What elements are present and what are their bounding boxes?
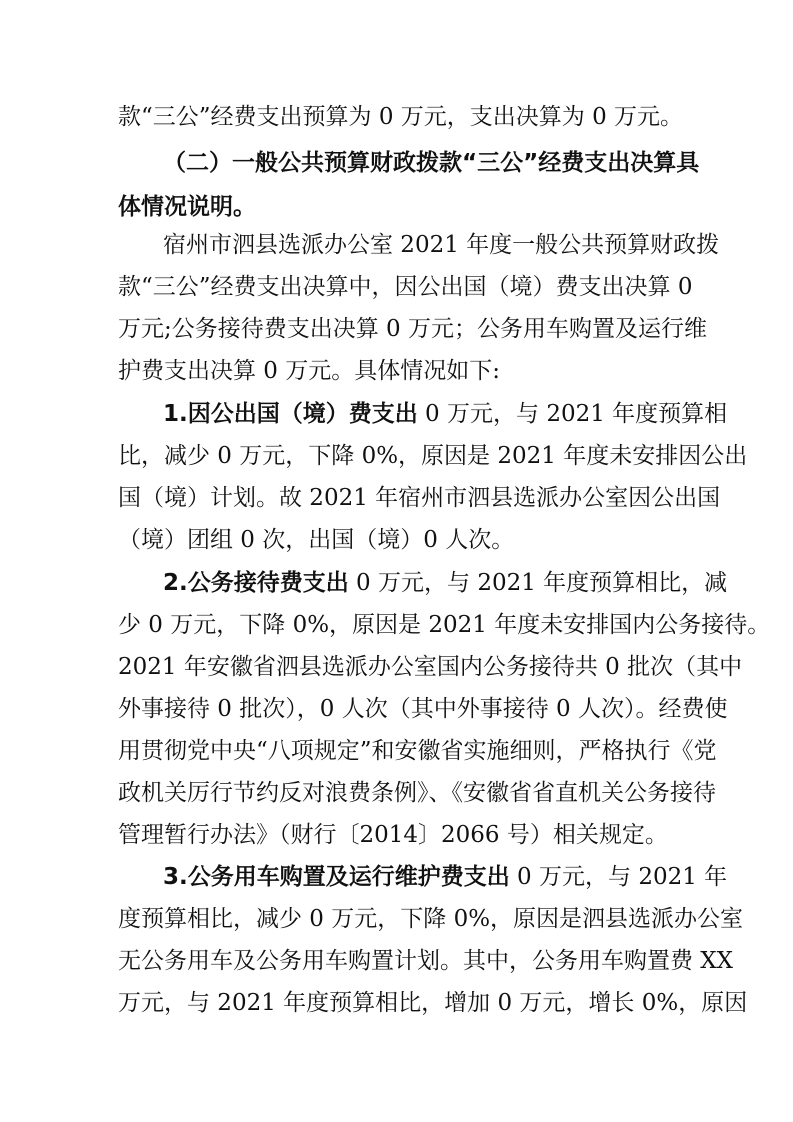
section-heading: 体情况说明。 <box>118 194 256 220</box>
text-line <box>0 689 793 729</box>
item-heading: 2.公务接待费支出 <box>163 570 349 596</box>
text-line <box>0 731 793 771</box>
paragraph-text: （境）团组 0 次，出国（境）0 人次。 <box>118 527 515 553</box>
text-line <box>0 394 793 434</box>
paragraph-text: 度预算相比，减少 0 万元，下降 0%，原因是泗县选派办公室 <box>118 906 744 932</box>
text-line <box>0 857 793 897</box>
paragraph-text: 宿州市泗县选派办公室 2021 年度一般公共预算财政拨 <box>163 232 720 258</box>
paragraph-text: 万元;公务接待费支出决算 0 万元；公务用车购置及运行维 <box>118 316 708 342</box>
paragraph-text: 0 万元，与 2021 年度预算相 <box>417 401 728 427</box>
paragraph-text: 0 万元，与 2021 年度预算相比，减 <box>348 570 728 596</box>
text-line <box>0 941 793 981</box>
text-line <box>0 899 793 939</box>
text-line <box>0 351 793 391</box>
paragraph-text: 万元，与 2021 年度预算相比，增加 0 万元，增长 0%，原因 <box>118 990 748 1016</box>
paragraph-text: 外事接待 0 批次），0 人次（其中外事接待 0 人次）。经费使 <box>118 696 728 722</box>
mixed-run <box>163 857 727 897</box>
text-line <box>0 563 793 603</box>
text-line <box>0 267 793 307</box>
paragraph-text: 无公务用车及公务用车购置计划。其中，公务用车购置费 XX <box>118 948 734 974</box>
text-line <box>0 605 793 645</box>
text-line <box>0 478 793 518</box>
mixed-run <box>163 394 727 434</box>
paragraph-text: 比，减少 0 万元，下降 0%，原因是 2021 年度未安排因公出 <box>118 443 748 469</box>
item-heading: 1.因公出国（境）费支出 <box>163 401 418 427</box>
paragraph-text: 管理暂行办法》（财行〔2014〕2066 号）相关规定。 <box>118 822 668 848</box>
text-line <box>0 225 793 265</box>
item-heading: 3.公务用车购置及运行维护费支出 <box>163 864 510 890</box>
section-heading-line <box>0 143 793 183</box>
text-line <box>0 815 793 855</box>
paragraph-text: 用贯彻党中央“八项规定”和安徽省实施细则，严格执行《党 <box>118 738 717 764</box>
paragraph-text: 款“三公”经费支出决算中，因公出国（境）费支出决算 0 <box>118 274 693 300</box>
text-line <box>0 97 793 137</box>
paragraph-text: 0 万元，与 2021 年 <box>509 864 728 890</box>
text-line <box>0 983 793 1023</box>
paragraph-text: 2021 年安徽省泗县选派办公室国内公务接待共 0 批次（其中 <box>118 654 743 680</box>
paragraph-text: 政机关厉行节约反对浪费条例》、《安徽省省直机关公务接待 <box>118 780 716 806</box>
paragraph-text: 国（境）计划。故 2021 年宿州市泗县选派办公室因公出国 <box>118 485 721 511</box>
section-heading: （二）一般公共预算财政拨款“三公”经费支出决算具 <box>163 150 700 176</box>
section-heading-line <box>0 187 793 227</box>
paragraph-text: 款“三公”经费支出预算为 0 万元，支出决算为 0 万元。 <box>118 104 684 130</box>
text-line <box>0 647 793 687</box>
text-line <box>0 436 793 476</box>
paragraph-text: 护费支出决算 0 万元。具体情况如下: <box>118 358 501 384</box>
text-line <box>0 520 793 560</box>
text-line <box>0 309 793 349</box>
paragraph-text: 少 0 万元，下降 0%，原因是 2021 年度未安排国内公务接待。 <box>118 612 771 638</box>
text-line <box>0 773 793 813</box>
mixed-run <box>163 563 727 603</box>
